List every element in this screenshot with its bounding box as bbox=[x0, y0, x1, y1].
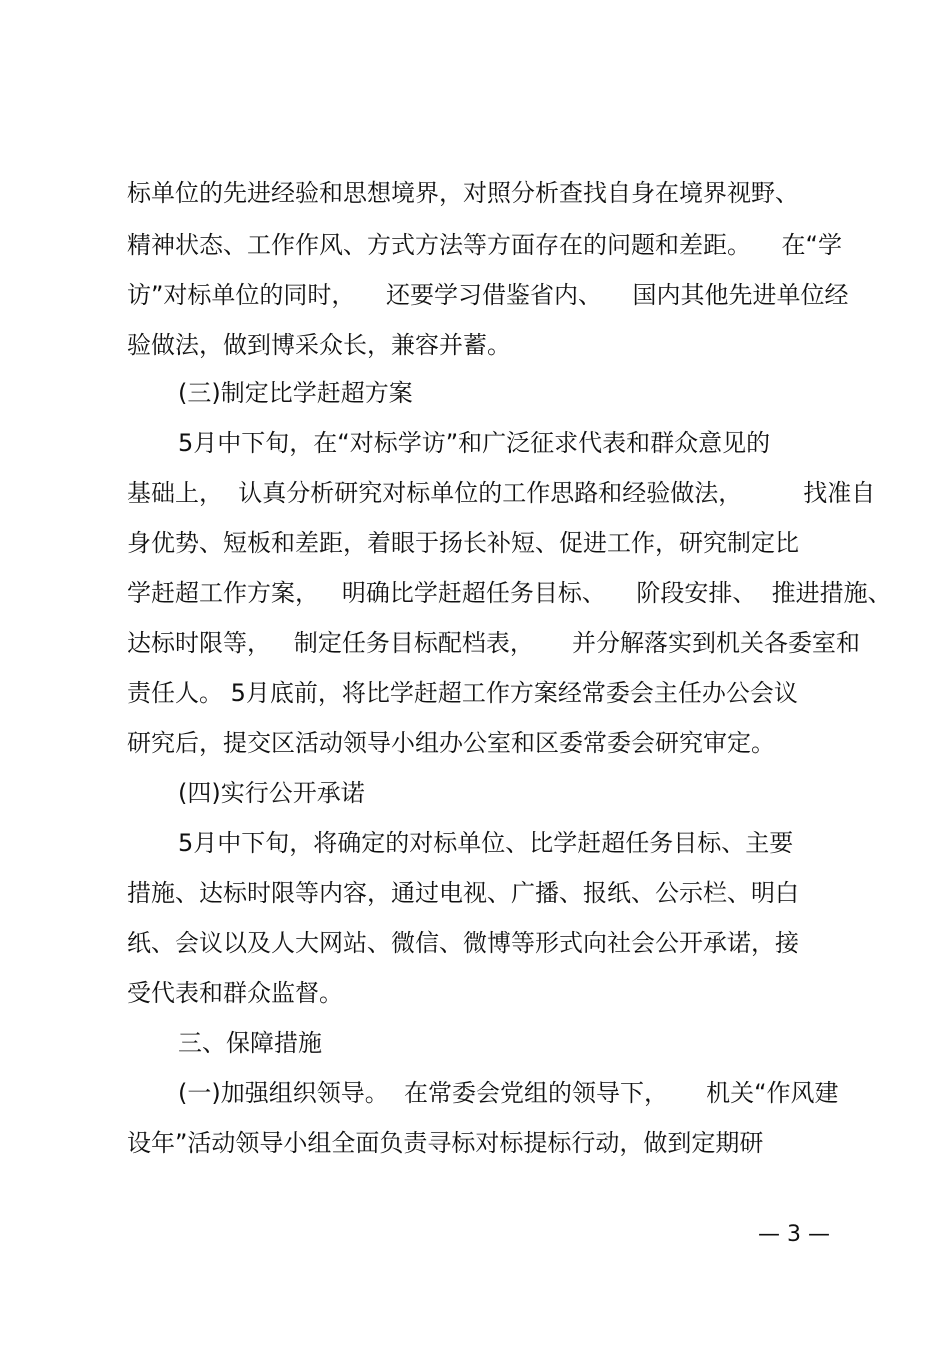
body-text-line: 达标时限等， 制定任务目标配档表， 并分解落实到机关各委室和 bbox=[127, 629, 861, 657]
body-text-line: 精神状态、工作作风、方式方法等方面存在的问题和差距。 在“学 bbox=[127, 231, 842, 259]
body-text-line: 身优势、短板和差距，着眼于扬长补短、促进工作，研究制定比 bbox=[127, 529, 799, 557]
body-text-line: 标单位的先进经验和思想境界，对照分析查找自身在境界视野、 bbox=[127, 179, 799, 207]
body-text-line: (一)加强组织领导。 在常委会党组的领导下， 机关“作风建 bbox=[178, 1079, 839, 1107]
body-text-line: 5月中下旬，将确定的对标单位、比学赶超任务目标、主要 bbox=[178, 829, 794, 857]
body-text-line: 设年”活动领导小组全面负责寻标对标提标行动，做到定期研 bbox=[127, 1129, 764, 1157]
body-text-line: 5月中下旬，在“对标学访”和广泛征求代表和群众意见的 bbox=[178, 429, 771, 457]
body-text-line: 纸、会议以及人大网站、微信、微博等形式向社会公开承诺，接 bbox=[127, 929, 799, 957]
body-text-line: 基础上， 认真分析研究对标单位的工作思路和经验做法， 找准自 bbox=[127, 479, 876, 507]
body-text-line: 研究后，提交区活动领导小组办公室和区委常委会研究审定。 bbox=[127, 729, 775, 757]
section-heading: 三、保障措施 bbox=[178, 1029, 322, 1057]
page-number: — 3 — bbox=[758, 1222, 830, 1247]
section-heading: (三)制定比学赶超方案 bbox=[178, 379, 413, 407]
body-text-line: 学赶超工作方案， 明确比学赶超任务目标、 阶段安排、 推进措施、 bbox=[127, 579, 892, 607]
body-text-line: 验做法，做到博采众长，兼容并蓄。 bbox=[127, 331, 511, 359]
body-text-line: 责任人。 5月底前，将比学赶超工作方案经常委会主任办公会议 bbox=[127, 679, 798, 707]
body-text-line: 受代表和群众监督。 bbox=[127, 979, 343, 1007]
body-text-line: 措施、达标时限等内容，通过电视、广播、报纸、公示栏、明白 bbox=[127, 879, 799, 907]
section-heading: (四)实行公开承诺 bbox=[178, 779, 365, 807]
body-text-line: 访”对标单位的同时， 还要学习借鉴省内、 国内其他先进单位经 bbox=[127, 281, 849, 309]
